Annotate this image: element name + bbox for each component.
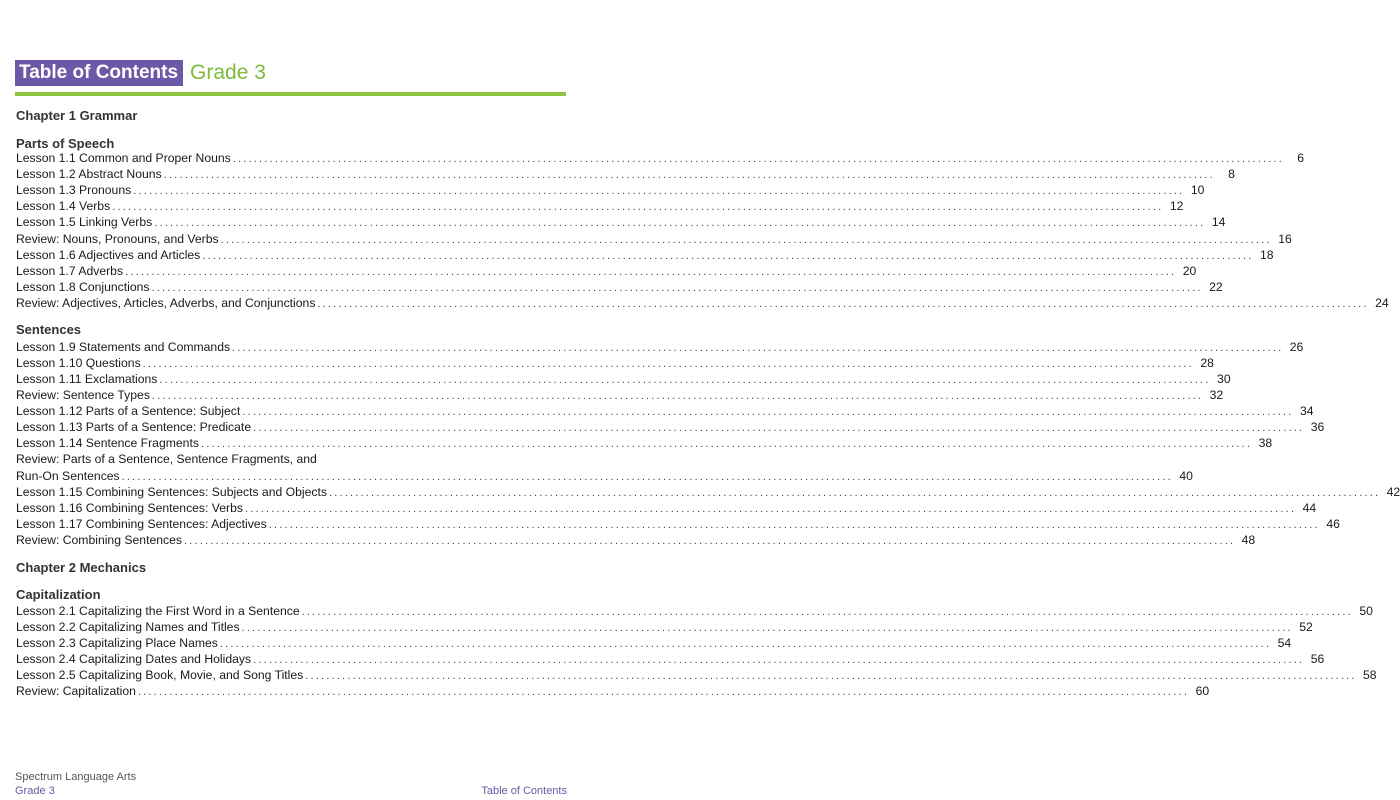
entry-label: Lesson 1.12 Parts of a Sentence: Subject	[16, 404, 241, 418]
entry-page: 34	[1299, 404, 1314, 418]
entry-page: 38	[1258, 436, 1273, 450]
chapter-title: Chapter 1 Grammar	[16, 108, 138, 123]
entry-page: 6	[1297, 151, 1304, 165]
leader-dots: ........................................................................................................................................................................................................	[142, 358, 1194, 370]
entry-page: 52	[1299, 620, 1313, 634]
entry-label: Lesson 1.11 Exclamations	[16, 372, 158, 386]
entry-label: Review: Combining Sentences	[16, 533, 182, 547]
footer-book	[15, 770, 136, 798]
page-header	[15, 60, 266, 86]
toc-entry[interactable]	[16, 371, 1231, 387]
entry-label: Lesson 1.13 Parts of a Sentence: Predicate	[16, 420, 252, 434]
chapter-title: Chapter 2 Mechanics	[16, 560, 147, 575]
entry-page: 44	[1302, 501, 1317, 515]
toc-entry-wrapped[interactable]	[16, 451, 516, 467]
entry-page: 18	[1259, 248, 1274, 262]
leader-dots: ........................................................................................................................................................................................................	[121, 471, 1173, 483]
entry-label: Lesson 1.3 Pronouns	[16, 183, 132, 197]
leader-dots: ........................................................................................................................................................................................................	[163, 169, 1215, 181]
footer-book-title: Spectrum Language Arts	[15, 771, 137, 783]
toc-entry[interactable]	[16, 214, 1226, 230]
entry-page: 14	[1211, 215, 1226, 229]
leader-dots: ........................................................................................................................................................................................................	[200, 438, 1253, 450]
entry-label: Lesson 2.1 Capitalizing the First Word in a Sentence	[16, 604, 300, 618]
leader-dots: ........................................................................................................................................................................................................	[219, 638, 1272, 650]
leader-dots: ........................................................................................................................................................................................................	[183, 535, 1236, 547]
toc-entry[interactable]	[16, 516, 1340, 532]
toc-entry[interactable]	[16, 532, 1256, 548]
entry-page: 40	[1179, 469, 1193, 483]
leader-dots: ........................................................................................................................................................................................................	[301, 606, 1353, 618]
leader-dots: ........................................................................................................................................................................................................	[268, 519, 1320, 531]
header-divider	[15, 92, 566, 96]
entry-label: Review: Parts of a Sentence, Sentence Fragments, and	[16, 452, 317, 466]
toc-entry[interactable]	[16, 182, 1205, 198]
entry-page: 56	[1310, 652, 1325, 666]
entry-label: Review: Nouns, Pronouns, and Verbs	[16, 232, 219, 246]
toc-entry[interactable]	[16, 403, 1314, 419]
entry-label: Lesson 1.5 Linking Verbs	[16, 215, 153, 229]
entry-page: 36	[1310, 420, 1325, 434]
leader-dots: ........................................................................................................................................................................................................	[253, 422, 1305, 434]
entry-page: 24	[1375, 296, 1389, 310]
entry-page: 48	[1241, 533, 1256, 547]
leader-dots: ........................................................................................................................................................................................................	[159, 374, 1211, 386]
entry-label: Lesson 1.16 Combining Sentences: Verbs	[16, 501, 243, 515]
entry-label: Lesson 1.6 Adjectives and Articles	[16, 248, 201, 262]
entry-label: Lesson 1.17 Combining Sentences: Adjectives	[16, 517, 267, 531]
toc-entry[interactable]	[16, 295, 1389, 311]
section-title: Sentences	[16, 322, 82, 337]
entry-label: Review: Adjectives, Articles, Adverbs, and Conjunctions	[16, 296, 316, 310]
leader-dots: ........................................................................................................................................................................................................	[112, 201, 1164, 213]
entry-page: 10	[1190, 183, 1205, 197]
toc-entry[interactable]	[16, 468, 1193, 484]
leader-dots: ........................................................................................................................................................................................................	[328, 487, 1381, 499]
entry-page: 50	[1359, 604, 1373, 618]
grade-label: Grade 3	[190, 61, 266, 84]
section-title: Parts of Speech	[16, 136, 115, 151]
toc-entry[interactable]	[16, 603, 1373, 619]
leader-dots: ........................................................................................................................................................................................................	[151, 390, 1204, 402]
leader-dots: ........................................................................................................................................................................................................	[244, 503, 1297, 515]
toc-entry[interactable]	[16, 355, 1214, 371]
entry-label: Lesson 2.2 Capitalizing Names and Titles	[16, 620, 240, 634]
toc-entry[interactable]	[16, 339, 1304, 355]
footer-grade: Grade 3	[15, 785, 55, 797]
toc-entry[interactable]	[16, 263, 1197, 279]
entry-label: Lesson 1.15 Combining Sentences: Subjects and Objects	[16, 485, 327, 499]
toc-entry[interactable]	[16, 500, 1317, 516]
entry-label: Review: Capitalization	[16, 684, 136, 698]
leader-dots: ........................................................................................................................................................................................................	[317, 298, 1369, 310]
entry-page: 30	[1217, 372, 1231, 386]
toc-entry[interactable]	[16, 484, 1400, 500]
entry-page: 58	[1362, 668, 1377, 682]
entry-label: Lesson 1.7 Adverbs	[16, 264, 124, 278]
leader-dots: ........................................................................................................................................................................................................	[242, 406, 1294, 418]
entry-label: Lesson 1.8 Conjunctions	[16, 280, 150, 294]
entry-page: 16	[1278, 232, 1292, 246]
entry-page: 22	[1209, 280, 1223, 294]
entry-label: Lesson 2.4 Capitalizing Dates and Holidays	[16, 652, 252, 666]
entry-page: 28	[1200, 356, 1214, 370]
entry-page: 12	[1169, 199, 1184, 213]
entry-label: Lesson 1.1 Common and Proper Nouns	[16, 151, 231, 165]
entry-page: 32	[1209, 388, 1224, 402]
toc-entry[interactable]	[16, 150, 1304, 166]
entry-label: Lesson 2.3 Capitalizing Place Names	[16, 636, 218, 650]
leader-dots: ........................................................................................................................................................................................................	[151, 282, 1203, 294]
entry-page: 20	[1182, 264, 1197, 278]
entry-page: 26	[1289, 340, 1304, 354]
entry-label: Review: Sentence Types	[16, 388, 150, 402]
entry-page: 54	[1277, 636, 1292, 650]
toc-entry[interactable]	[16, 635, 1292, 651]
entry-label: Lesson 2.5 Capitalizing Book, Movie, and Song Titles	[16, 668, 304, 682]
toc-entry[interactable]	[16, 435, 1273, 451]
entry-label: Lesson 1.14 Sentence Fragments	[16, 436, 199, 450]
leader-dots: ........................................................................................................................................................................................................	[133, 185, 1185, 197]
toc-entry[interactable]	[16, 247, 1274, 263]
leader-dots: ........................................................................................................................................................................................................	[305, 670, 1357, 682]
leader-dots: ........................................................................................................................................................................................................	[220, 234, 1272, 246]
page-title: Table of Contents	[15, 60, 183, 86]
entry-label: Lesson 1.2 Abstract Nouns	[16, 167, 162, 181]
toc-entry[interactable]	[16, 387, 1224, 403]
entry-label: Lesson 1.4 Verbs	[16, 199, 111, 213]
toc-entry[interactable]	[16, 651, 1325, 667]
toc-entry[interactable]	[16, 166, 1235, 182]
toc-entry[interactable]	[16, 198, 1184, 214]
entry-label: Lesson 1.9 Statements and Commands	[16, 340, 231, 354]
leader-dots: ........................................................................................................................................................................................................	[202, 250, 1254, 262]
toc-entry[interactable]	[16, 667, 1377, 683]
entry-label: Lesson 1.10 Questions	[16, 356, 141, 370]
leader-dots: ........................................................................................................................................................................................................	[232, 342, 1284, 354]
entry-page: 46	[1326, 517, 1340, 531]
leader-dots: ........................................................................................................................................................................................................	[154, 217, 1206, 229]
toc-entry[interactable]	[16, 279, 1223, 295]
toc-entry[interactable]	[16, 619, 1313, 635]
entry-page: 8	[1228, 167, 1235, 181]
entry-page: 42	[1386, 485, 1400, 499]
entry-label: Run-On Sentences	[16, 469, 120, 483]
toc-entry[interactable]	[16, 231, 1292, 247]
toc-entry[interactable]	[16, 683, 1210, 699]
leader-dots: ........................................................................................................................................................................................................	[125, 266, 1177, 278]
section-title: Capitalization	[16, 587, 101, 602]
toc-entry[interactable]	[16, 419, 1325, 435]
entry-page: 60	[1195, 684, 1210, 698]
leader-dots: ........................................................................................................................................................................................................	[232, 153, 1284, 165]
footer-section: Table of Contents	[481, 785, 567, 797]
leader-dots: ........................................................................................................................................................................................................	[253, 654, 1305, 666]
leader-dots: ........................................................................................................................................................................................................	[137, 686, 1190, 698]
leader-dots: ........................................................................................................................................................................................................	[241, 622, 1293, 634]
